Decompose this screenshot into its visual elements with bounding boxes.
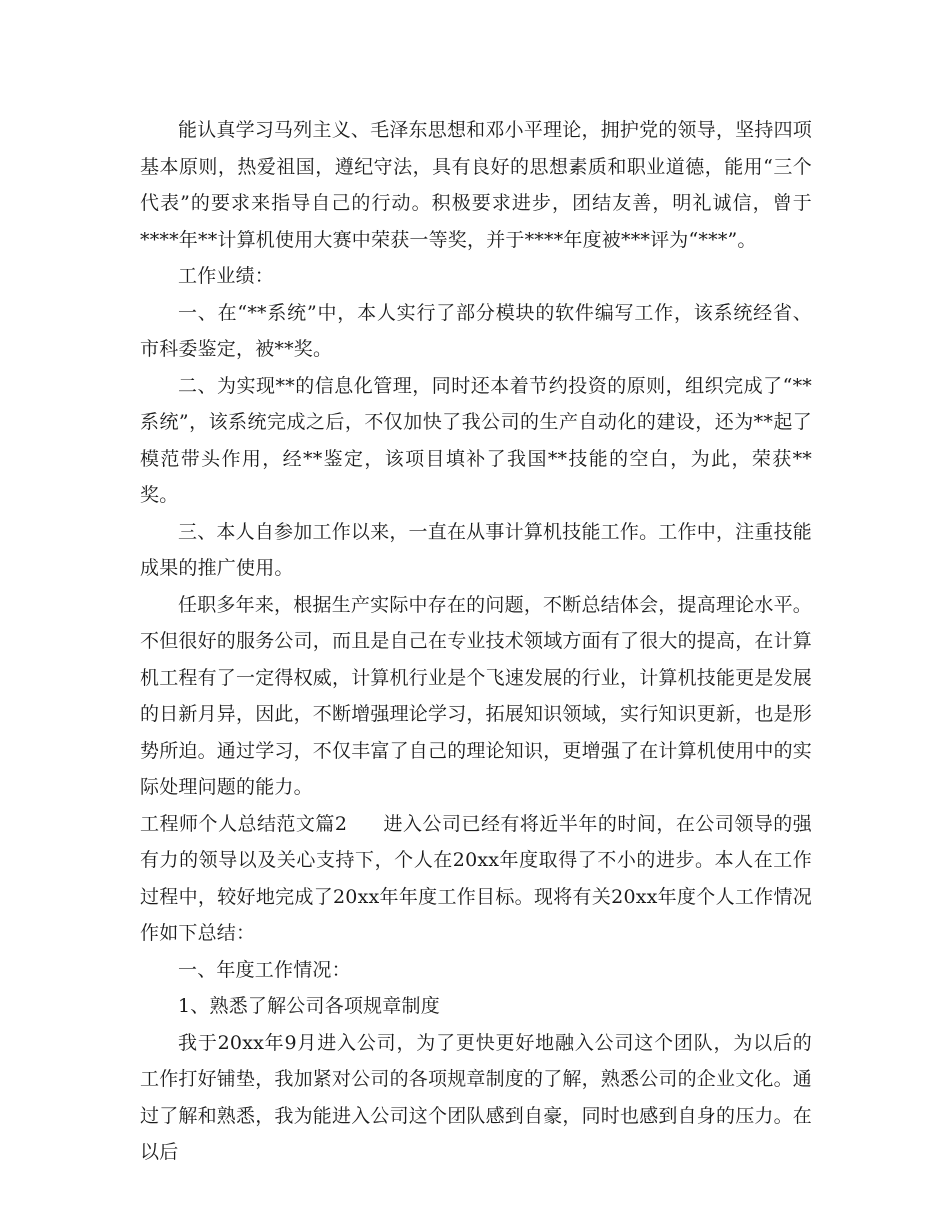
section2-intro: 进入公司已经有将近半年的时间，在公司领导的强有力的领导以及关心支持下，个人在20xx年度取得了不小的进步。本人在工作过程中，较好地完成了20xx年年度工作目标。现将有关20xx年度个人工作情况作如下总结： [140,812,812,944]
document-body [140,112,812,1171]
paragraph-joining-company: 我于20xx年9月进入公司，为了更快更好地融入公司这个团队，为以后的工作打好铺垫，我加紧对公司的各项规章制度的了解，熟悉公司的企业文化。通 过了解和熟悉，我为能进入公司这个团队感到自豪，同时也感到自身的压力。在以后 [140,1031,813,1163]
paragraph-years-summary: 任职多年来，根据生产实际中存在的问题，不断总结体会，提高理论水平。不但很好的服务公司，而且是自己在专业技术领域方面有了很大的提高，在计算机工程有了一定得权威，计算机行业是个飞速发展的行业，计算机技能更是发展的日新月异，因此，不断增强理论学习，拓展知识领域，实行知识更新，也是形势所迫。通过学习，不仅丰富了自己的理论知识，更增强了在计算机使用中的实际处理问题的能力。 [140,593,813,798]
paragraph-achievement-1: 一、在“**系统”中，本人实行了部分模块的软件编写工作，该系统经省、市科委鉴定，被**奖。 [140,301,812,360]
paragraph-achievement-3: 三、本人自参加工作以来，一直在从事计算机技能工作。工作中，注重技能成果的推广使用。 [140,520,812,579]
section2-paragraph [140,806,812,952]
heading-company-rules: 1、熟悉了解公司各项规章制度 [178,995,440,1017]
heading-annual-work: 一、年度工作情况： [178,958,351,981]
paragraph-principles: 能认真学习马列主义、毛泽东思想和邓小平理论，拥护党的领导，坚持四项基本原则，热爱祖国，遵纪守法，具有良好的思想素质和职业道德，能用“三个代表”的要求来指导自己的行动。积极要求进步，团结友善，明礼诚信，曾于****年**计算机使用大赛中荣获一等奖，并于****年度被***评为“***”。 [140,119,812,251]
paragraph-achievement-2: 二、为实现**的信息化管理，同时还本着节约投资的原则，组织完成了“**系统”，该系统完成之后，不仅加快了我公司的生产自动化的建设，还为**起了模范带头作用，经**鉴定，该项目填补了我国**技能的空白，为此，荣获**奖。 [140,374,812,506]
heading-work-achievements: 工作业绩： [178,265,275,287]
section2-title: 工程师个人总结范文篇2 [140,812,348,835]
